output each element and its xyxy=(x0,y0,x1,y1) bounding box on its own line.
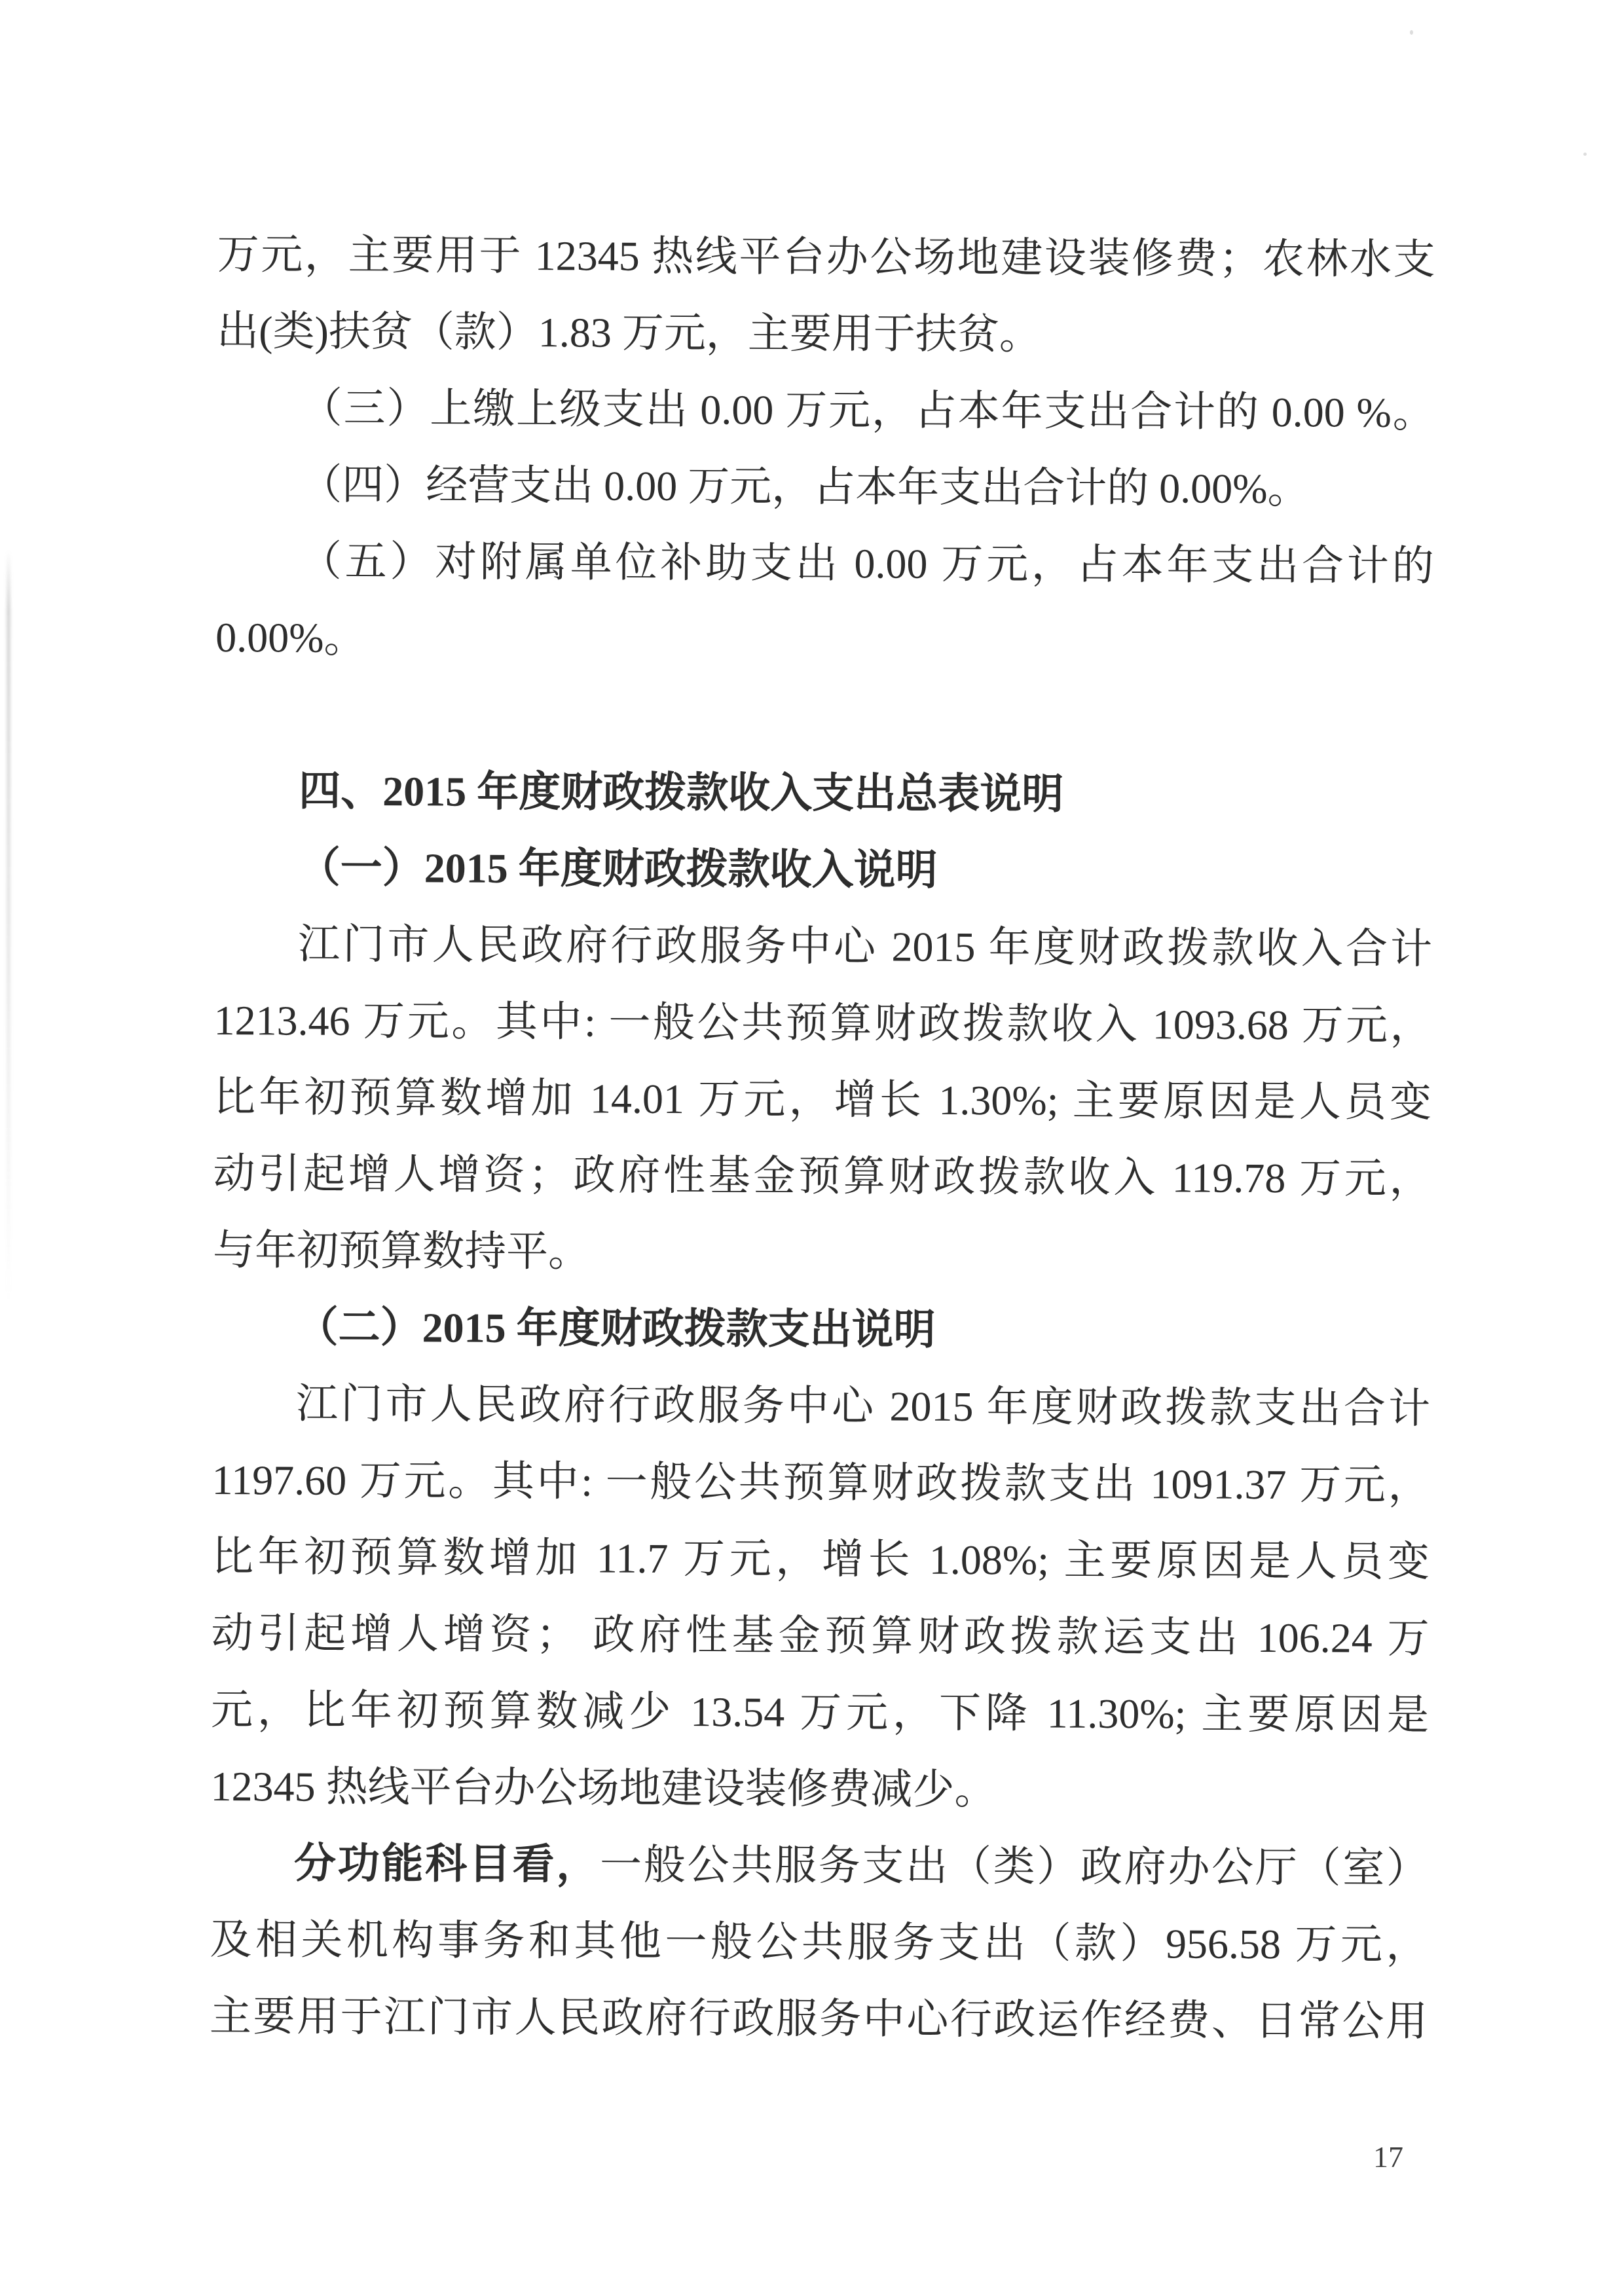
paragraph-expense-line-3: 比年初预算数增加 11.7 万元，增长 1.08%; 主要原因是人员变 xyxy=(211,1533,1430,1586)
paragraph-income-line-5: 与年初预算数持平。 xyxy=(212,1226,591,1275)
scan-speck xyxy=(1410,30,1413,35)
paragraph-expense-line-4: 动引起增人增资； 政府性基金预算财政拨款运支出 106.24 万 xyxy=(211,1609,1430,1662)
paragraph-expense-line-5: 元，比年初预算数减少 13.54 万元，下降 11.30%; 主要原因是 xyxy=(210,1686,1430,1739)
paragraph-functional-subject-line-3: 主要用于江门市人民政府行政服务中心行政运作经费、日常公用 xyxy=(209,1992,1428,2045)
paragraph-income-line-1: 江门市人民政府行政服务中心 2015 年度财政拨款收入合计 xyxy=(297,920,1433,973)
heading-expense-note: （二）2015 年度财政拨款支出说明 xyxy=(296,1303,936,1353)
paragraph-income-line-3: 比年初预算数增加 14.01 万元，增长 1.30%; 主要原因是人员变 xyxy=(213,1073,1432,1126)
paragraph-income-line-2: 1213.46 万元。其中: 一般公共预算财政拨款收入 1093.68 万元， xyxy=(213,996,1432,1049)
bold-lead-functional-subject: 分功能科目看， xyxy=(293,1840,600,1888)
paragraph-operating-expense: （四）经营支出 0.00 万元，占本年支出合计的 0.00%。 xyxy=(300,461,1310,513)
paragraph-subsidy-expense-line-2: 0.00%。 xyxy=(215,613,366,661)
heading-section-four: 四、2015 年度财政拨款收入支出总表说明 xyxy=(299,767,1064,818)
page-number: 17 xyxy=(1373,2140,1403,2174)
paragraph-income-line-4: 动引起增人增资；政府性基金预算财政拨款收入 119.78 万元， xyxy=(213,1150,1431,1203)
scan-streak-artifact xyxy=(7,550,10,1303)
paragraph-expense-line-1: 江门市人民政府行政服务中心 2015 年度财政拨款支出合计 xyxy=(295,1380,1431,1432)
document-text-block xyxy=(210,216,1435,2060)
paragraph-functional-subject-line-2: 及相关机构事务和其他一般公共服务支出（款）956.58 万元， xyxy=(210,1916,1428,1969)
paragraph-subsidy-expense-line-1: （五）对附属单位补助支出 0.00 万元，占本年支出合计的 xyxy=(299,538,1434,590)
heading-income-note: （一）2015 年度财政拨款收入说明 xyxy=(298,844,938,894)
text-line-01-renovation-carryover: 万元，主要用于 12345 热线平台办公场地建设装修费；农林水支 xyxy=(217,230,1435,283)
paragraph-functional-subject-line-1: 分功能科目看，一般公共服务支出（类）政府办公厅（室） xyxy=(293,1840,1429,1892)
paragraph-upper-level-expense: （三）上缴上级支出 0.00 万元，占本年支出合计的 0.00 %。 xyxy=(300,384,1435,437)
paragraph-expense-line-2: 1197.60 万元。其中: 一般公共预算财政拨款支出 1091.37 万元， xyxy=(212,1456,1430,1509)
scan-speck xyxy=(1583,153,1587,156)
text-line-02-poverty-carryover: 出(类)扶贫（款）1.83 万元，主要用于扶贫。 xyxy=(217,307,1042,358)
paragraph-expense-line-6: 12345 热线平台办公场地建设装修费减少。 xyxy=(210,1762,997,1813)
